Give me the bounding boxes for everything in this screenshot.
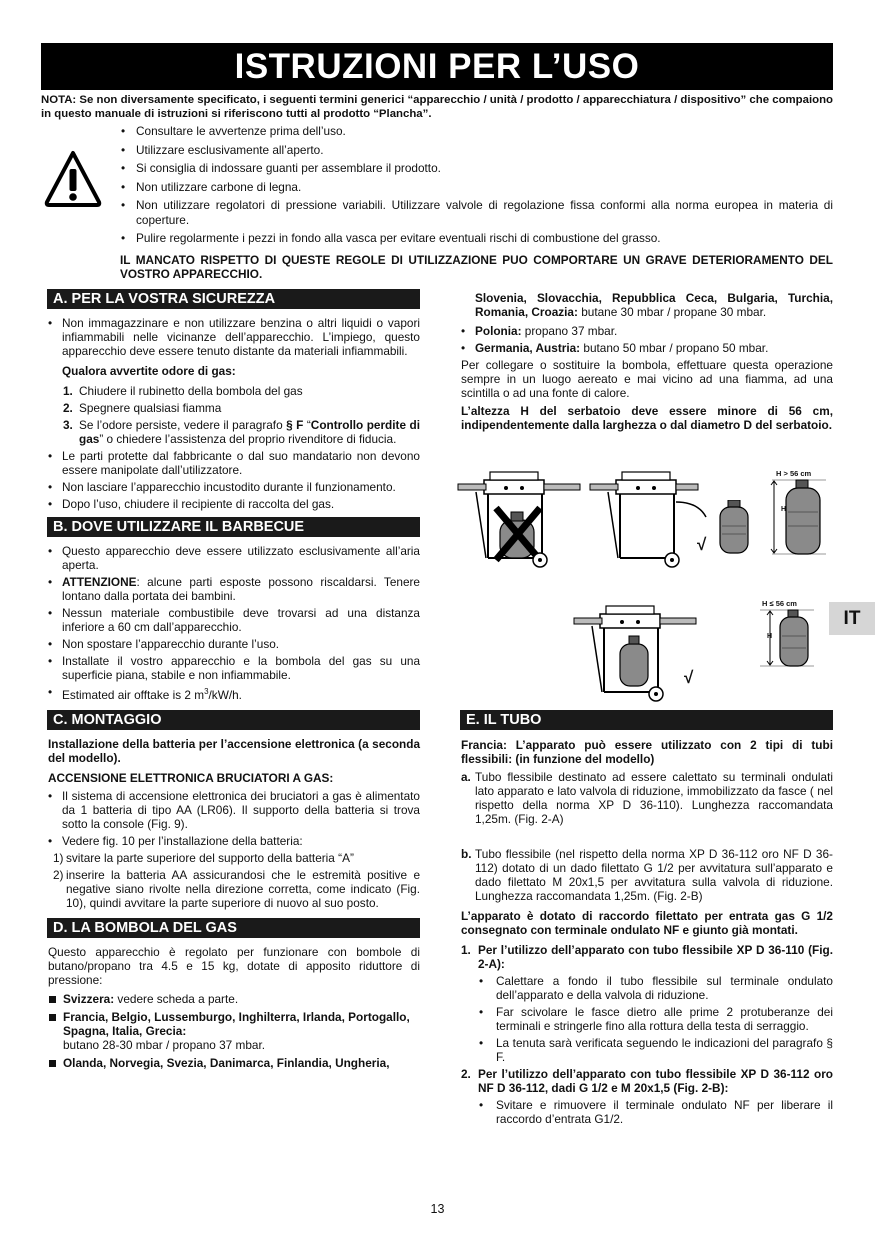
- height-letter-2: H: [767, 633, 773, 640]
- grill-small-cylinder-figure: [572, 596, 700, 704]
- fitting-note: L’apparato è dotato di raccordo filettato per entrata gas G 1/2 consegnato con terminale ondulato NF e giunto già montati.: [461, 909, 833, 937]
- list-item: • Calettare a fondo il tubo flessibile sul terminale ondulato dell’apparato e della valvola di riduzione.: [478, 974, 833, 1002]
- list-item: • Le parti protette dal fabbricante o dal suo mandatario non devono essere manipolate dall’utilizzatore.: [48, 449, 420, 477]
- section-e-heading: E. IL TUBO: [460, 710, 833, 730]
- list-item: Olanda, Norvegia, Svezia, Danimarca, Finlandia, Ungheria,: [48, 1056, 420, 1070]
- cylinder-intro: Questo apparecchio è regolato per funzionare con bombole di butano/propano tra 4.5 e 15 kg, dotate di apposito riduttore di pressione:: [48, 944, 420, 987]
- battery-install-heading: Installazione della batteria per l’accensione elettronica (a seconda del modello).: [48, 736, 420, 765]
- section-b-heading: B. DOVE UTILIZZARE IL BARBECUE: [47, 517, 420, 537]
- list-item: • Estimated air offtake is 2 $m^3/kW/h$.: [48, 685, 420, 702]
- checkmark-icon-2: √: [684, 668, 694, 687]
- list-item: 1. Per l’utilizzo dell’apparato con tubo flessibile XP D 36-110 (Fig. 2-A): • Calettare a fondo il tubo flessibile sul terminale ondulato dell’apparato e della valvola di riduzione. • Far scivolare le fasce dietro alle prime 2 protuberanze dei terminali e stringerle fino alla rottura della testa di serraggio. • La tenuta sarà verificata seguendo le indicazioni del paragrafo § F.: [461, 943, 833, 1064]
- list-item: • Utilizzare esclusivamente all’aperto.: [120, 143, 833, 158]
- list-item: • Polonia: propano 37 mbar.: [461, 324, 833, 338]
- list-item: • Far scivolare le fasce dietro alle prime 2 protuberanze dei terminali e stringerle fino alla rottura della testa di serraggio.: [478, 1005, 833, 1033]
- list-item: 2. Per l’utilizzo dell’apparato con tubo flessibile XP D 36-112 oro NF D 36-112, dadi G 1/2 e M 20x1,5 (Fig. 2-B): • Svitare e rimuovere il terminale ondulato NF per liberare il raccordo d’entrata G1/2.: [461, 1067, 833, 1126]
- section-c-heading: C. MONTAGGIO: [47, 710, 420, 730]
- list-item: • Svitare e rimuovere il terminale ondulato NF per liberare il raccordo d’entrata G1/2.: [478, 1098, 833, 1126]
- list-item: • Non lasciare l’apparecchio incustodito durante il funzionamento.: [48, 480, 420, 494]
- list-item: 2. Spegnere qualsiasi fiamma: [63, 401, 222, 415]
- height-letter: H: [781, 506, 787, 513]
- list-item: Svizzera: vedere scheda a parte.: [48, 992, 420, 1006]
- warning-triangle-icon: [44, 150, 102, 208]
- section-a-heading: A. PER LA VOSTRA SICUREZZA: [47, 289, 420, 309]
- countries-continuation: Slovenia, Slovacchia, Repubblica Ceca, Bulgaria, Turchia, Romania, Croazia: butane 30 mbar / propane 30 mbar.: [475, 291, 833, 319]
- height-label-le: H ≤ 56 cm: [762, 599, 797, 608]
- list-item: • Non immagazzinare e non utilizzare benzina o altri liquidi o vapori infiammabili nelle vicinanze dell’apparecchio. L’impiego, questo apparecchio deve essere tenuto distante da materiali infiammabili.: [48, 316, 420, 358]
- section-e-column: [461, 710, 833, 1129]
- top-bullet-list: [120, 124, 833, 250]
- list-item: • Vedere fig. 10 per l’installazione della batteria:: [48, 834, 420, 848]
- list-item: b. Tubo flessibile (nel rispetto della norma XP D 36-112 oro NF D 36-112) dotato di un dado filettato G 1/2 per avvitatura sull’apparato e dado filettato M 20x1,5 per avvitatura sulla valvola di riduzione. Lunghezza raccomandata 1,25m. (Fig. 2-B): [461, 847, 833, 903]
- tall-cylinder-figure: [768, 478, 830, 558]
- list-item: Francia, Belgio, Lussemburgo, Inghilterra, Irlanda, Portogallo, Spagna, Italia, Grecia: butano 28-30 mbar / propano 37 mbar.: [48, 1010, 420, 1052]
- list-item: a. Tubo flessibile destinato ad essere calettato su terminali ondulati lato apparato e lato valvola di riduzione, immobilizzato da fasce ( nel rispetto della norma XP D 36-110). Lunghezza raccomandata 1,25m. (Fig. 2-A): [461, 770, 833, 826]
- left-column: [48, 289, 420, 1074]
- list-item: • Si consiglia di indossare guanti per assemblare il prodotto.: [120, 161, 833, 176]
- nota-paragraph: NOTA: Se non diversamente specificato, i seguenti termini generici “apparecchio / unità / prodotto / apparecchiatura / dispositivo” che compaiono in questo manuale di istruzioni si riferiscono tutti al prodotto “Plancha”.: [41, 94, 833, 120]
- list-item: • Non spostare l’apparecchio durante l’uso.: [48, 637, 420, 651]
- list-item: 3. Se l’odore persiste, vedere il paragrafo § F “Controllo perdite di gas” o chiedere l’assistenza del proprio rivenditore di fiducia.: [63, 418, 420, 446]
- list-item: • ATTENZIONE: alcune parti esposte possono riscaldarsi. Tenere lontano dalla portata dei bambini.: [48, 575, 420, 603]
- list-item: 1) svitare la parte superiore del supporto della batteria “A”: [53, 850, 354, 865]
- list-item: • Consultare le avvertenze prima dell’uso.: [120, 124, 833, 139]
- short-cylinder-figure: [756, 608, 818, 670]
- height-label-gt: H > 56 cm: [776, 469, 812, 478]
- list-item: • Installate il vostro apparecchio e la bombola del gas su una superficie piana, stabile e non infiammabile.: [48, 654, 420, 682]
- usage-warning: IL MANCATO RISPETTO DI QUESTE REGOLE DI UTILIZZAZIONE PUO COMPORTARE UN GRAVE DETERIORAMENTO DEL VOSTRO APPARECCHIO.: [120, 253, 833, 281]
- section-d-heading: D. LA BOMBOLA DEL GAS: [47, 918, 420, 938]
- gas-smell-heading: Qualora avvertite odore di gas:: [62, 364, 236, 378]
- page-number: 13: [430, 1202, 445, 1216]
- language-tab: IT: [829, 602, 875, 635]
- list-item: • Germania, Austria: butano 50 mbar / propano 50 mbar.: [461, 341, 833, 355]
- list-item: 1. Chiudere il rubinetto della bombola del gas: [63, 384, 303, 398]
- list-item: • Il sistema di accensione elettronica dei bruciatori a gas è alimentato da 1 batteria di tipo AA (LR06). Il supporto della batteria si trova sotto la console (Fig. 9).: [48, 789, 420, 831]
- gas-cylinder-icon: [718, 500, 752, 556]
- tank-height-note: L’altezza H del serbatoio deve essere minore di 56 cm, indipendentemente dalla larghezza o dal diametro D del serbatoio.: [461, 404, 833, 432]
- checkmark-icon: √: [697, 535, 707, 554]
- list-item: • Questo apparecchio deve essere utilizzato esclusivamente all’aria aperta.: [48, 544, 420, 572]
- list-item: • Nessun materiale combustibile deve trovarsi ad una distanza inferiore a 60 cm dall’apparecchio.: [48, 606, 420, 634]
- connection-paragraph: Per collegare o sostituire la bombola, effettuare questa operazione sempre in un luogo aereato e mai vicino ad una fiamma, ad una scintilla o ad una fonte di calore.: [461, 358, 833, 400]
- list-item: 2) inserire la batteria AA assicurandosi che le estremità positive e negative siano rivolte nella direzione corretta, come indicato (Fig. 10), quindi avvitare la parte superiore di nuovo al suo posto.: [53, 867, 420, 910]
- right-column: [461, 291, 833, 436]
- hose-intro: Francia: L’apparato può essere utilizzato con 2 tipi di tubi flessibili: (in funzione del modello): [461, 738, 833, 766]
- list-item: • La tenuta sarà verificata seguendo le indicazioni del paragrafo § F.: [478, 1036, 833, 1064]
- grill-cylinder-inside-figure: [456, 462, 584, 570]
- list-item: • Pulire regolarmente i pezzi in fondo alla vasca per evitare eventuali rischi di combustione del grasso.: [120, 231, 833, 246]
- page-title: ISTRUZIONI PER L’USO: [41, 43, 833, 90]
- list-item: • Non utilizzare regolatori di pressione variabili. Utilizzare valvole di regolazione fissa conformi alla norma europea in materia di coperture.: [120, 198, 833, 227]
- list-item: • Dopo l’uso, chiudere il recipiente di raccolta del gas.: [48, 497, 420, 511]
- list-item: • Non utilizzare carbone di legna.: [120, 180, 833, 195]
- ignition-heading: ACCENSIONE ELETTRONICA BRUCIATORI A GAS:: [48, 770, 334, 785]
